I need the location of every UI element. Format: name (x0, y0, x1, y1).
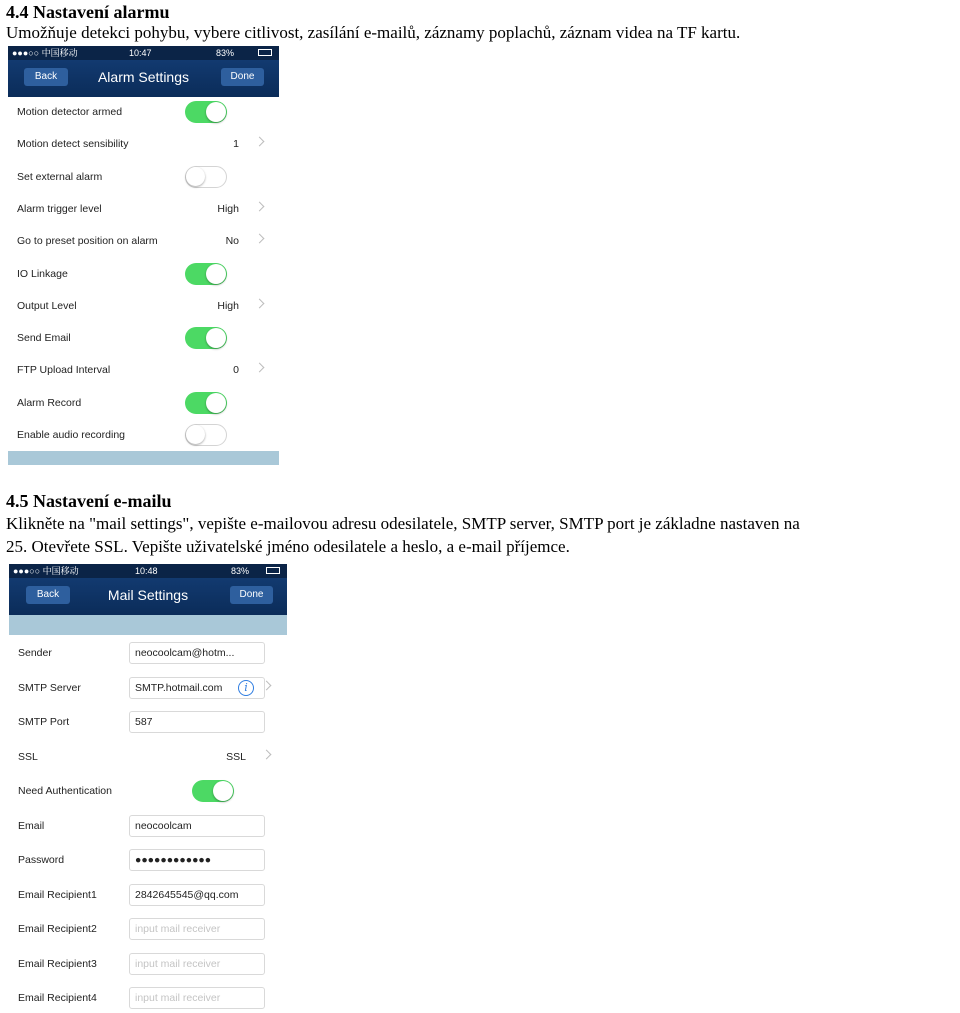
row-label: Output Level (17, 299, 77, 312)
settings-row-enable-audio-recording (8, 419, 279, 451)
section-text-mail-line1: Klikněte na "mail settings", vepište e-mailovou adresu odesilatele, SMTP server, SMTP port je základne nastaven na (6, 514, 800, 533)
settings-row-motion-detect-sensibility[interactable] (8, 128, 279, 160)
toggle-motion-detector-armed[interactable] (185, 101, 227, 123)
mail-settings-screenshot (9, 564, 287, 1013)
bottom-bar (8, 451, 279, 465)
settings-row-email-recipient4 (9, 982, 287, 1013)
row-label: SSL (18, 750, 38, 763)
chevron-right-icon (255, 234, 265, 244)
screen-title: Alarm Settings (97, 69, 190, 85)
carrier-label: ●●●○○ 中国移动 (12, 48, 78, 58)
settings-row-motion-detector-armed (8, 96, 279, 128)
row-label: Alarm trigger level (17, 202, 102, 215)
carrier-label: ●●●○○ 中国移动 (13, 566, 79, 576)
row-label: Email Recipient4 (18, 992, 97, 1004)
row-label: IO Linkage (17, 267, 68, 280)
toggle-alarm-record[interactable] (185, 392, 227, 414)
settings-row-ftp-upload-interval[interactable] (8, 354, 279, 386)
screen-title: Mail Settings (107, 587, 189, 603)
settings-row-alarm-trigger-level[interactable] (8, 193, 279, 225)
settings-row-sender (9, 637, 287, 669)
row-label: Email Recipient1 (18, 888, 97, 901)
toggle-set-external-alarm[interactable] (185, 166, 227, 188)
settings-row-io-linkage (8, 258, 279, 290)
battery-label: 83% (216, 48, 235, 58)
toggle-knob (206, 264, 226, 284)
battery-icon (258, 49, 272, 56)
toggle-knob (186, 167, 205, 186)
done-button[interactable]: Done (230, 586, 273, 604)
email-recipient1-field[interactable] (129, 884, 265, 906)
row-value: 1 (233, 138, 239, 151)
battery-label: 83% (231, 566, 250, 576)
sender-field[interactable] (129, 642, 265, 664)
row-label: SMTP Server (18, 681, 81, 694)
toggle-knob (186, 425, 205, 444)
settings-row-smtp-server (9, 672, 287, 704)
settings-row-send-email (8, 322, 279, 354)
row-label: Email Recipient2 (18, 923, 97, 935)
settings-row-smtp-port (9, 706, 287, 738)
row-label: Set external alarm (17, 170, 103, 183)
settings-row-set-external-alarm (8, 161, 279, 193)
section-heading-mail: 4.5 Nastavení e-mailu (6, 491, 172, 511)
settings-row-alarm-record (8, 387, 279, 419)
status-bar (9, 564, 287, 578)
row-label: Motion detect sensibility (17, 138, 129, 151)
smtp-port-field[interactable] (129, 711, 265, 733)
row-value: No (225, 235, 239, 248)
toggle-io-linkage[interactable] (185, 263, 227, 285)
row-label: Sender (18, 647, 52, 659)
row-label: Enable audio recording (17, 429, 125, 441)
info-icon[interactable]: i (238, 680, 254, 696)
row-value: High (217, 299, 239, 312)
toggle-enable-audio-recording[interactable] (185, 424, 227, 446)
navigation-bar (9, 578, 287, 615)
row-value: SSL (226, 750, 246, 763)
toggle-knob (206, 393, 226, 413)
chevron-right-icon (255, 298, 265, 308)
toggle-knob (213, 781, 233, 801)
row-label: Send Email (17, 332, 71, 345)
toggle-knob (206, 328, 226, 348)
settings-row-email-recipient3 (9, 948, 287, 980)
row-label: Motion detector armed (17, 106, 123, 118)
chevron-right-icon (255, 201, 265, 211)
row-value: 0 (233, 364, 239, 377)
toggle-need-authentication[interactable] (192, 780, 234, 802)
row-label: Password (18, 854, 65, 866)
status-bar (8, 46, 279, 60)
section-heading-alarm: 4.4 Nastavení alarmu (6, 2, 170, 22)
settings-row-password (9, 844, 287, 876)
settings-row-need-authentication (9, 775, 287, 807)
settings-row-go-to-preset-position-on-alarm[interactable] (8, 225, 279, 257)
section-text-alarm: Umožňuje detekci pohybu, vybere citlivost, zasílání e-mailů, záznamy poplachů, záznam videa na TF kartu. (6, 23, 741, 42)
clock-label: 10:47 (129, 48, 152, 58)
email-recipient3-field[interactable] (129, 953, 265, 975)
chevron-right-icon (255, 363, 265, 373)
row-label: Go to preset position on alarm (17, 235, 158, 248)
password-field[interactable] (129, 849, 265, 871)
email-recipient4-field[interactable] (129, 987, 265, 1009)
settings-row-output-level[interactable] (8, 290, 279, 322)
row-label: Need Authentication (18, 785, 112, 797)
alarm-settings-screenshot (8, 46, 279, 465)
chevron-right-icon (262, 749, 272, 759)
row-label: FTP Upload Interval (17, 364, 111, 377)
row-label: SMTP Port (18, 716, 70, 728)
row-label: Alarm Record (17, 396, 82, 409)
header-accent-bar (9, 615, 287, 635)
settings-row-email-recipient2 (9, 913, 287, 945)
settings-row-ssl[interactable] (9, 741, 287, 773)
battery-icon (266, 567, 280, 574)
clock-label: 10:48 (135, 566, 158, 576)
email-recipient2-field[interactable] (129, 918, 265, 940)
toggle-knob (206, 102, 226, 122)
row-label: Email Recipient3 (18, 957, 97, 970)
email-field[interactable] (129, 815, 265, 837)
section-text-mail-line2: 25. Otevřete SSL. Vepište uživatelské jméno odesilatele a heslo, a e-mail příjemce. (6, 537, 570, 556)
done-button[interactable]: Done (221, 68, 264, 86)
toggle-send-email[interactable] (185, 327, 227, 349)
back-button[interactable]: Back (26, 586, 70, 604)
settings-row-email (9, 810, 287, 842)
row-label: Email (18, 819, 45, 832)
settings-row-email-recipient1 (9, 879, 287, 911)
chevron-right-icon (255, 137, 265, 147)
navigation-bar (8, 60, 279, 97)
row-value: High (217, 202, 239, 215)
back-button[interactable]: Back (24, 68, 68, 86)
